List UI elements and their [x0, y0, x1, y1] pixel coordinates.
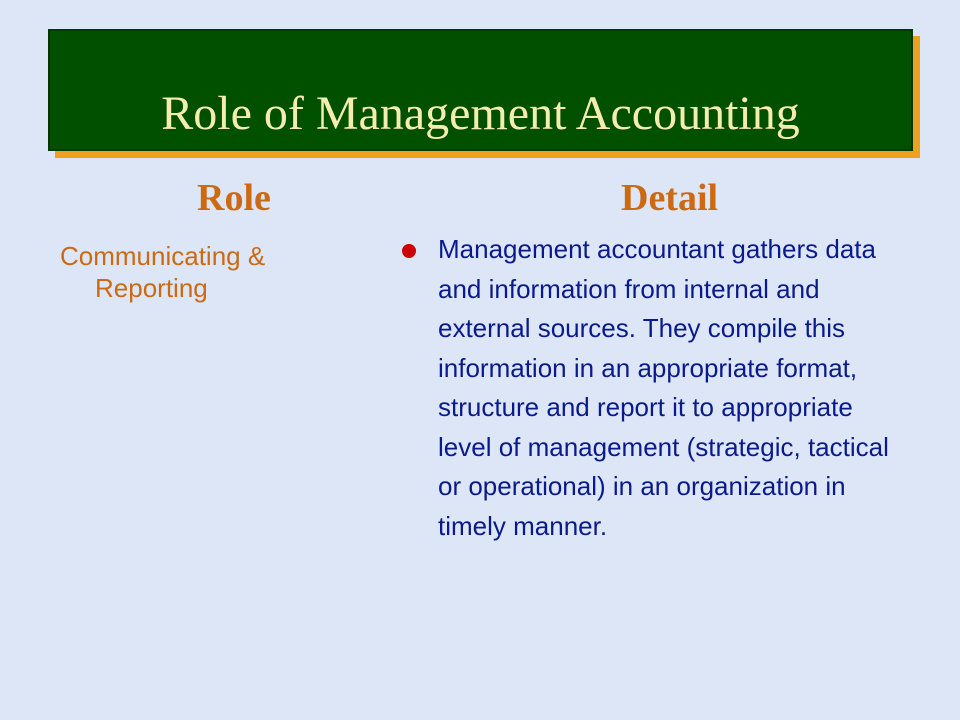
detail-column-heading: Detail	[621, 177, 719, 219]
detail-text: Management accountant gathers data and information from internal and external sources. They compile this information in an appropriate format, structure and report it to appropriate level of management (strategic, tactical or operational) in an organization in timely manner.	[438, 234, 889, 541]
role-text: Communicating & Reporting	[60, 241, 266, 303]
slide-title: Role of Management Accounting	[161, 87, 800, 140]
title-banner	[48, 29, 913, 151]
bullet-dot-icon	[402, 244, 416, 258]
role-column-heading: Role	[197, 177, 271, 219]
